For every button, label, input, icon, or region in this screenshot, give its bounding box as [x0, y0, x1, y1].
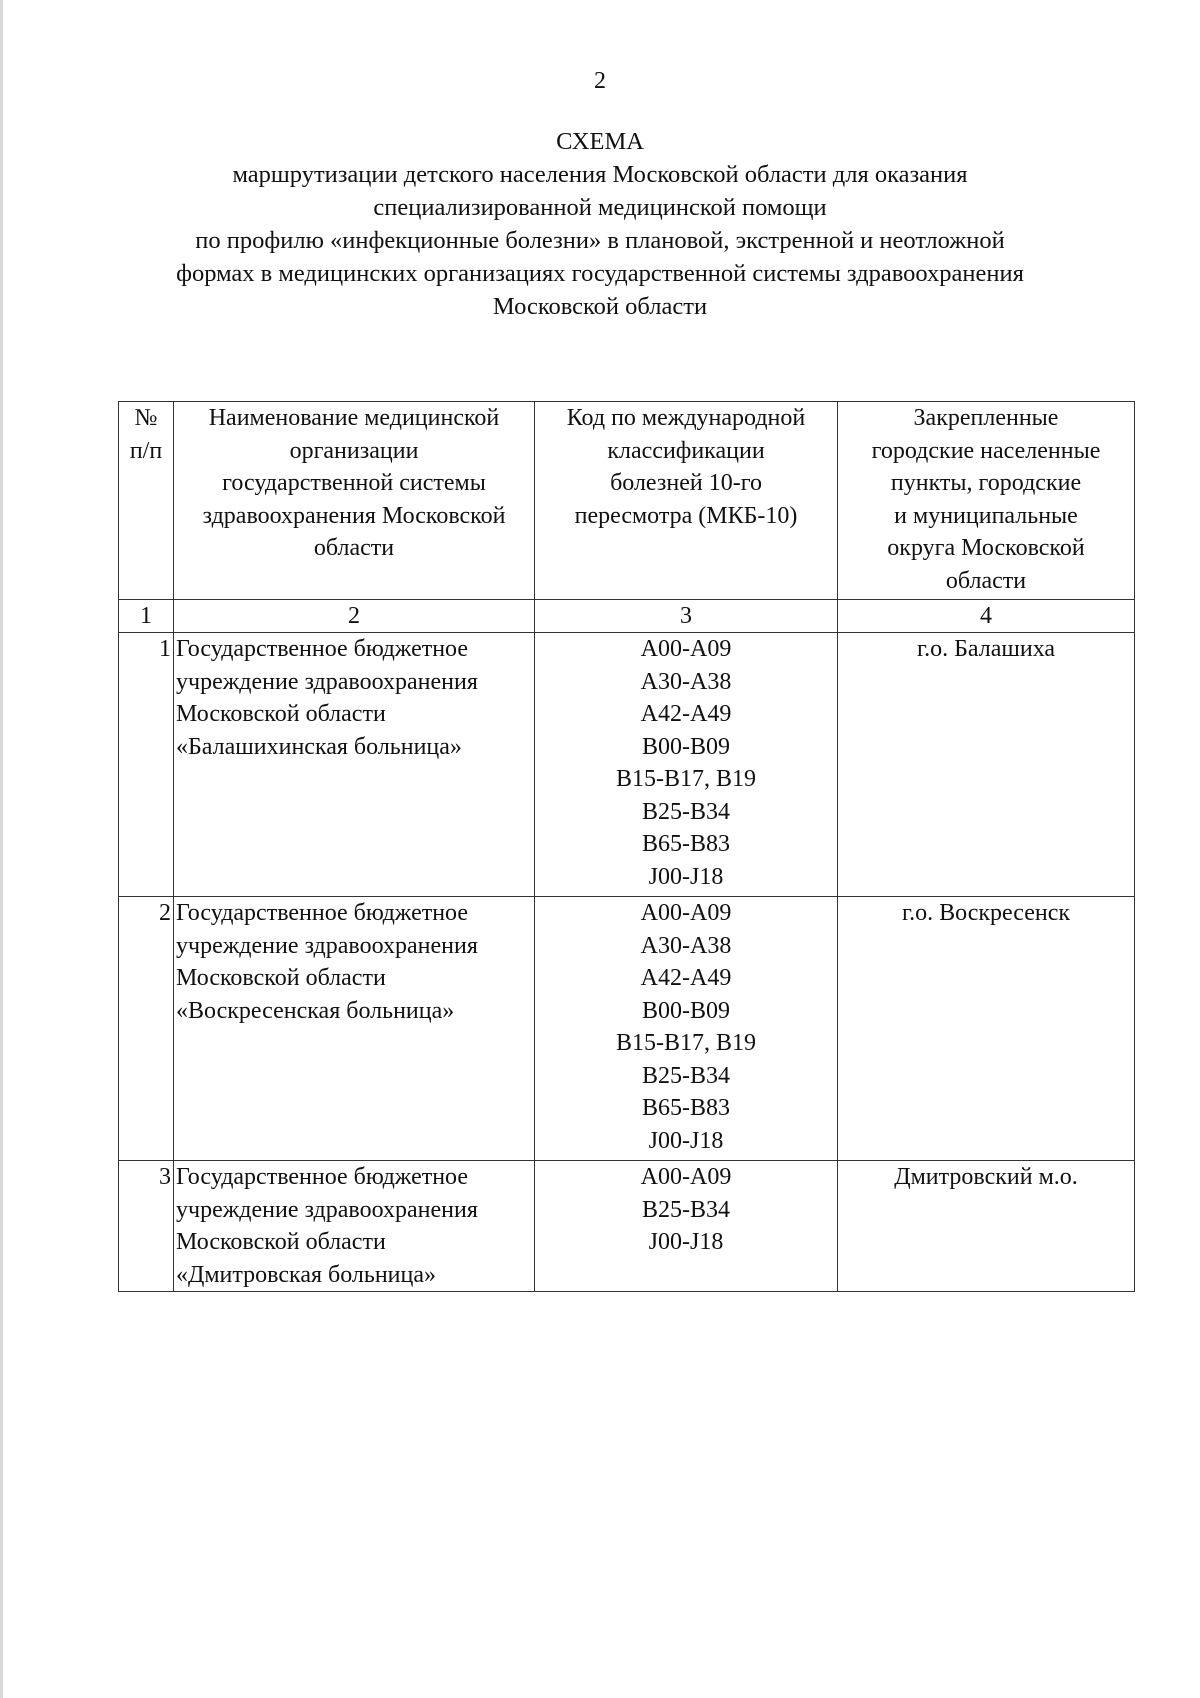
title-line: специализированной медицинской помощи [373, 194, 827, 221]
organization-name: Государственное бюджетное учреждение здравоохранения Московской области «Воскресенская больница» [174, 897, 535, 1161]
header-organization: Наименование медицинской организации государственной системы здравоохранения Московской области [174, 402, 535, 600]
title-line: маршрутизации детского населения Московской области для оказания [232, 161, 968, 188]
header-icd-codes: Код по международной классификации болезней 10-го пересмотра (МКБ-10) [535, 402, 838, 600]
icd-codes: A00-A09 A30-A38 A42-A49 B00-B09 B15-B17, B19 B25-B34 B65-B83 J00-J18 [535, 897, 838, 1161]
table-row [119, 897, 1135, 1161]
column-number: 2 [174, 600, 535, 633]
column-number-row [119, 600, 1135, 633]
table-row [119, 633, 1135, 897]
table-header-row [119, 402, 1135, 600]
document-title [0, 125, 1200, 323]
column-number: 3 [535, 600, 838, 633]
assigned-area: г.о. Воскресенск [838, 897, 1135, 1161]
table-row [119, 1161, 1135, 1292]
routing-table [118, 401, 1135, 1292]
row-number: 1 [119, 633, 174, 897]
title-line: по профилю «инфекционные болезни» в плановой, экстренной и неотложной [195, 227, 1005, 254]
header-number: № п/п [119, 402, 174, 600]
title-line: формах в медицинских организациях государственной системы здравоохранения [176, 260, 1024, 287]
page-number: 2 [594, 68, 606, 94]
column-number: 1 [119, 600, 174, 633]
assigned-area: Дмитровский м.о. [838, 1161, 1135, 1292]
organization-name: Государственное бюджетное учреждение здравоохранения Московской области «Балашихинская больница» [174, 633, 535, 897]
column-number: 4 [838, 600, 1135, 633]
title-line: Московской области [492, 293, 708, 320]
assigned-area: г.о. Балашиха [838, 633, 1135, 897]
icd-codes: A00-A09 B25-B34 J00-J18 [535, 1161, 838, 1292]
header-assigned-areas: Закрепленные городские населенные пункты, городские и муниципальные округа Московской области [838, 402, 1135, 600]
row-number: 2 [119, 897, 174, 1161]
row-number: 3 [119, 1161, 174, 1292]
organization-name: Государственное бюджетное учреждение здравоохранения Московской области «Дмитровская больница» [174, 1161, 535, 1292]
title-heading: СХЕМА [556, 128, 644, 155]
icd-codes: A00-A09 A30-A38 A42-A49 B00-B09 B15-B17, B19 B25-B34 B65-B83 J00-J18 [535, 633, 838, 897]
